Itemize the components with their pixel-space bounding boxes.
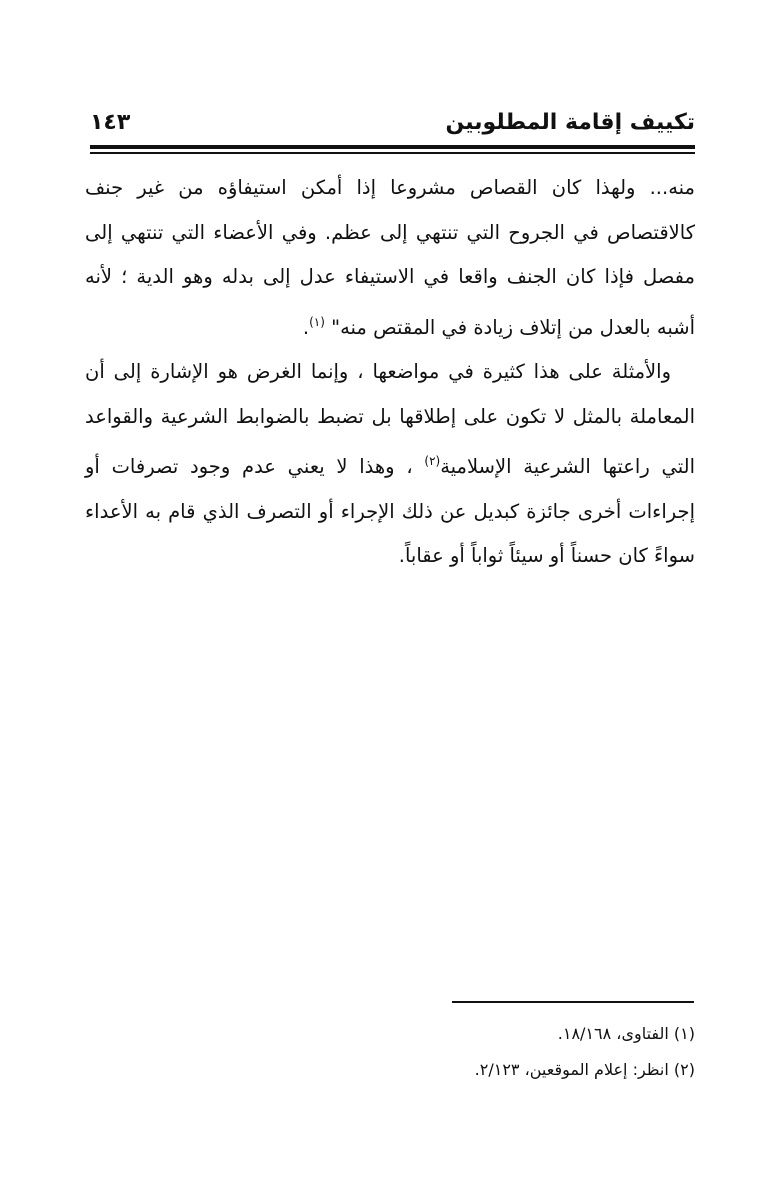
- footnote-separator: [452, 1001, 694, 1003]
- paragraph-2-text-before: والأمثلة على هذا كثيرة في مواضعها ، وإنما الغرض هو الإشارة إلى أن المعاملة بالمثل لا تكون على إطلاقها بل تضبط بالضوابط الشرعية والقواعد التي راعتها الشرعية الإسلامية: [85, 360, 695, 478]
- header-rule-thin: [90, 152, 695, 154]
- paragraph-2: [85, 350, 695, 579]
- page-header: [90, 108, 695, 144]
- header-rule-thick: [90, 145, 695, 149]
- main-text: [85, 166, 695, 579]
- footnotes: [150, 1016, 695, 1088]
- paragraph-1-text: منه... ولهذا كان القصاص مشروعا إذا أمكن استيفاؤه من غير جنف كالاقتصاص في الجروح التي تنتهي إلى عظم. وفي الأعضاء التي تنتهي إلى مفصل فإذا كان الجنف واقعا في الاستيفاء عدل إلى بدله وهو الدية ؛ لأنه أشبه بالعدل من إتلاف زيادة في المقتص منه": [85, 176, 695, 339]
- paragraph-2-text-after: ، وهذا لا يعني عدم وجود تصرفات أو إجراءات أخرى جائزة كبديل عن ذلك الإجراء أو التصرف الذي قام به الأعداء سواءً كان حسناً أو سيئاً ثواباً أو عقاباً.: [85, 455, 695, 567]
- footnote-ref-2: (٢): [424, 454, 441, 468]
- page-number: ١٤٣: [90, 110, 131, 135]
- paragraph-1: [85, 166, 695, 350]
- paragraph-1-tail: .: [302, 315, 310, 339]
- running-title: تكييف إقامة المطلوبين: [445, 110, 695, 135]
- footnote-ref-1: (١): [309, 314, 325, 329]
- footnote-2: (٢) انظر: إعلام الموقعين، ٢/١٢٣.: [474, 1060, 695, 1079]
- footnote-1: (١) الفتاوى، ١٨/١٦٨.: [557, 1024, 695, 1043]
